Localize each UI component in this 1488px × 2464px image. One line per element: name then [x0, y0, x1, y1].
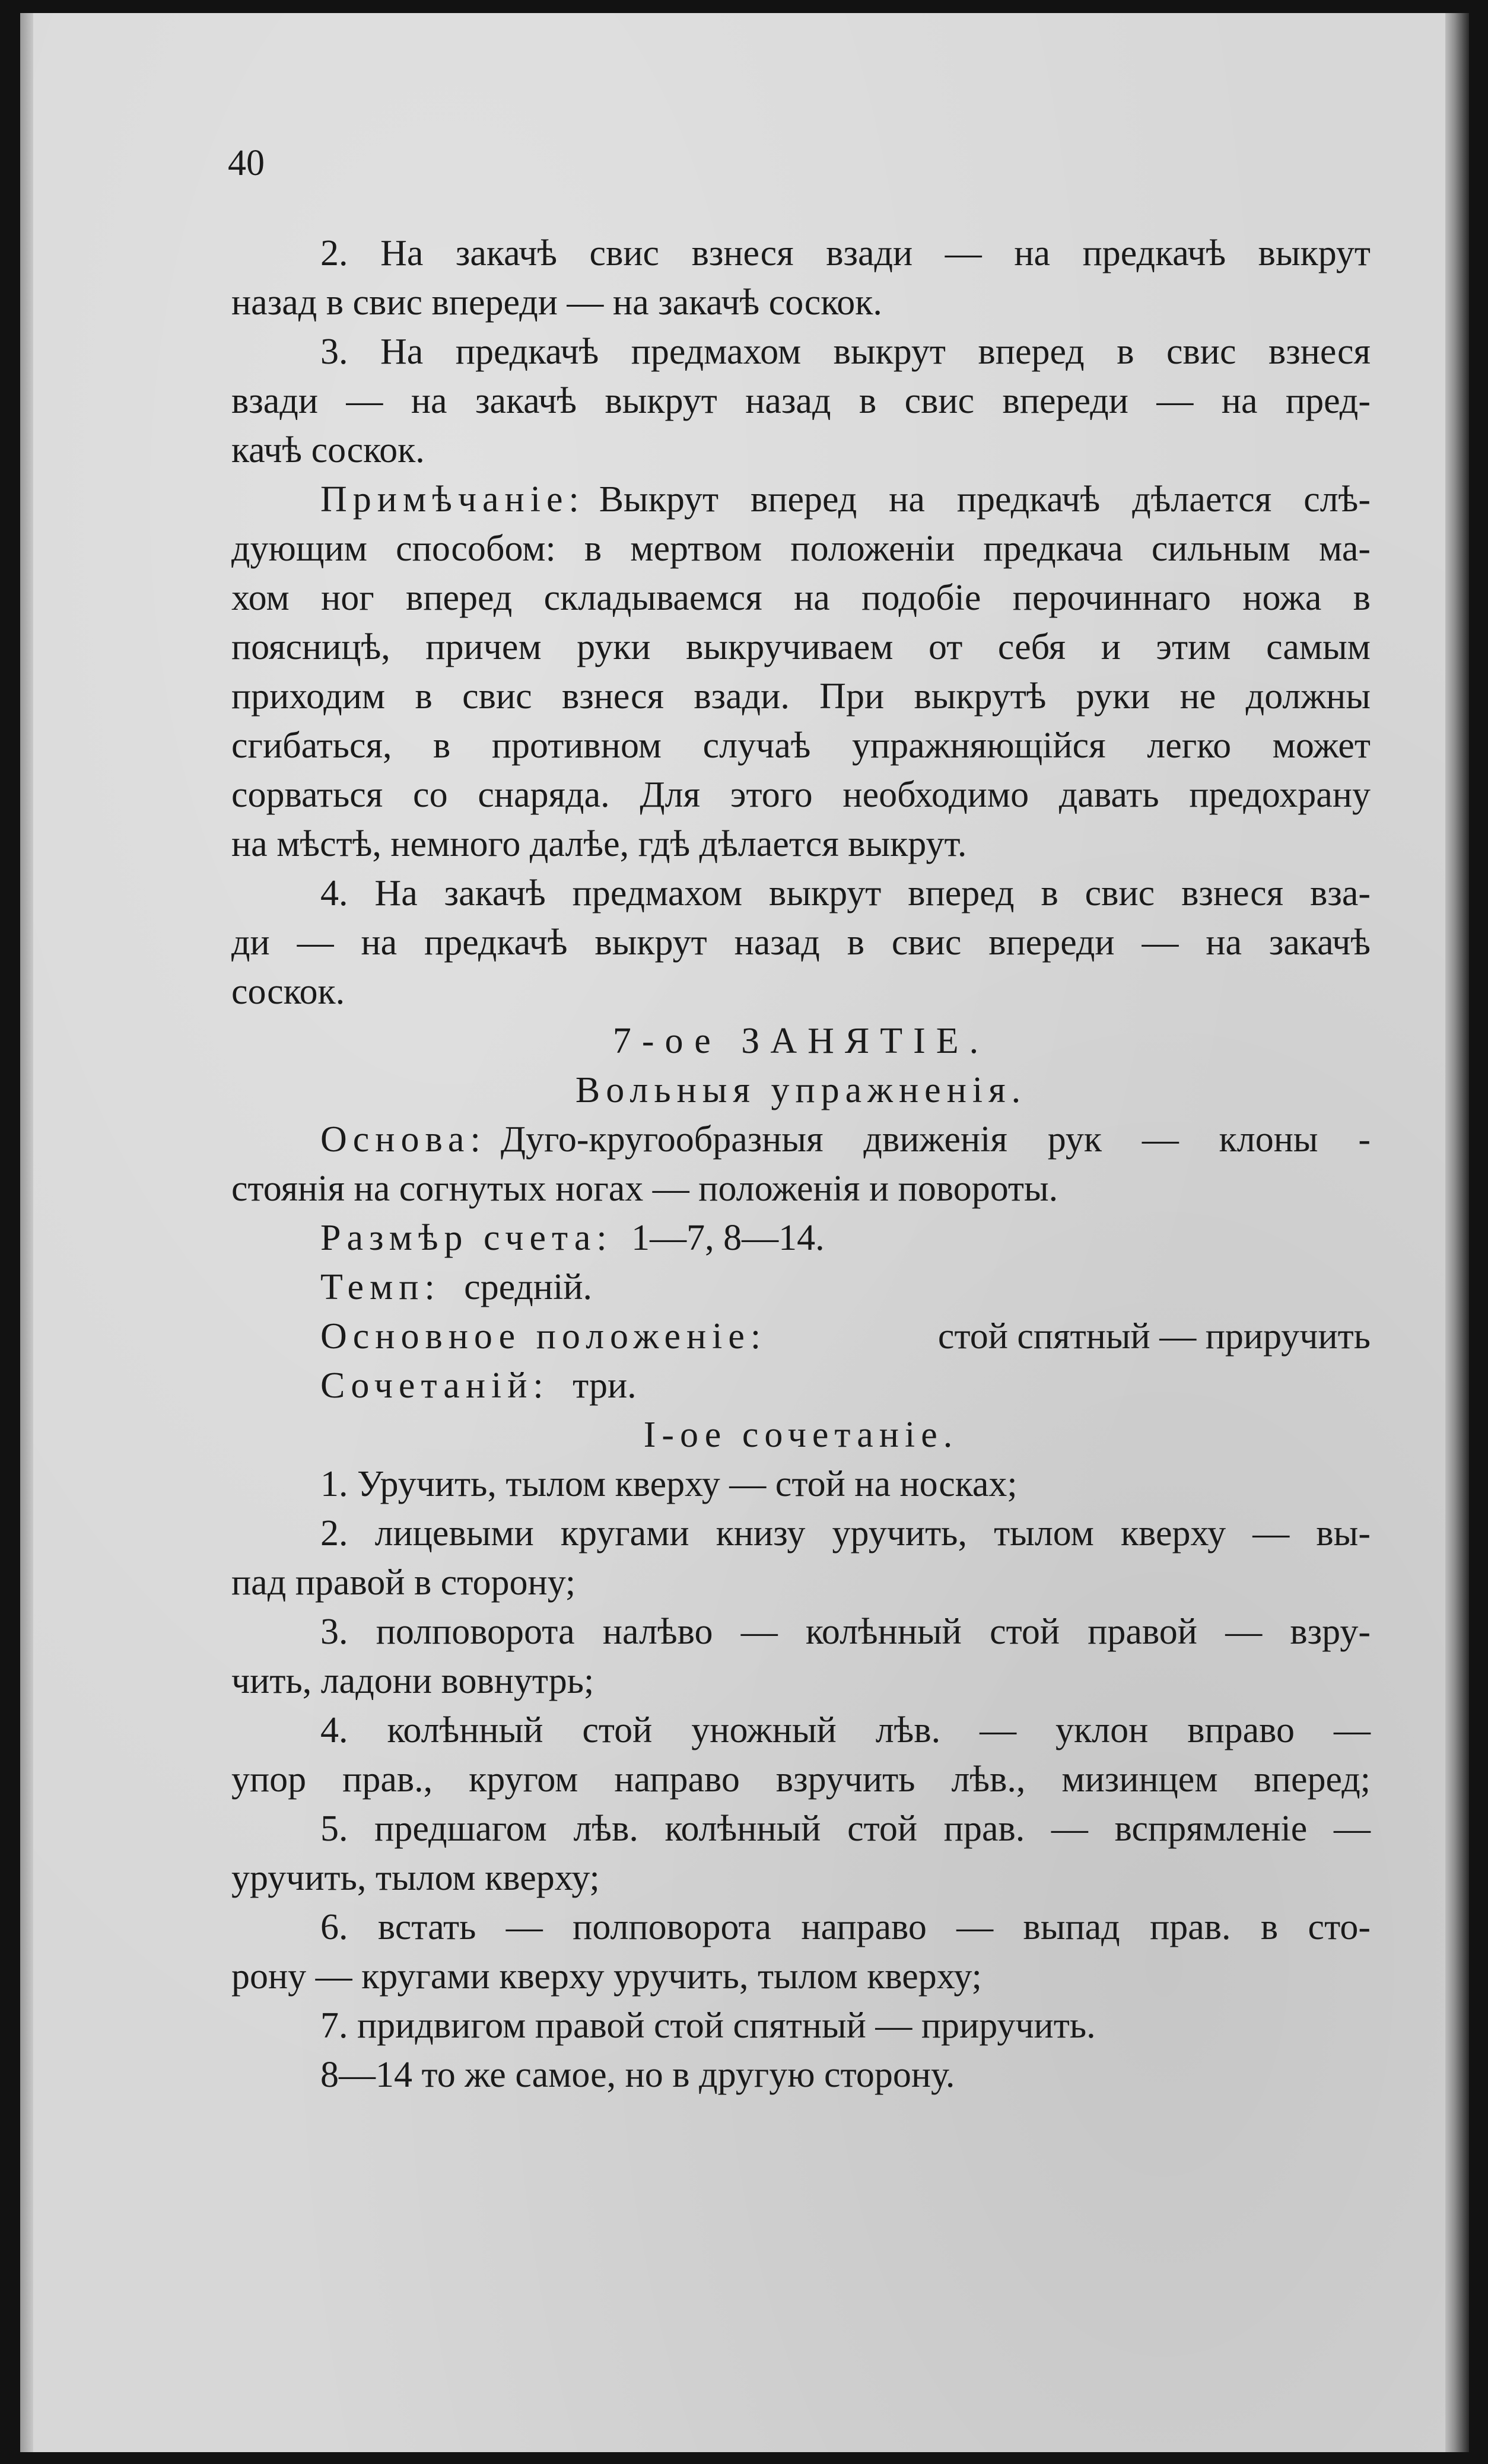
text-line: упор прав., кругом направо взручить лѣв., мизинцем вперед; [231, 1759, 1371, 1800]
text-line: пад правой в сторону; [231, 1562, 576, 1603]
text-line: дующим способом: в мертвом положеніи предкача сильным ма- [231, 529, 1371, 569]
text-line: на мѣстѣ, немного далѣе, гдѣ дѣлается выкрут. [231, 824, 967, 864]
text-line: ди — на предкачѣ выкрут назад в свис впереди — на закачѣ [231, 922, 1371, 963]
text-line: 3. На предкачѣ предмахом выкрут вперед в свис взнеся [320, 332, 1371, 372]
lesson-subtitle: Вольныя упражненія. [575, 1070, 1027, 1110]
text-line: стоянія на согнутых ногах — положенія и повороты. [231, 1169, 1058, 1209]
text-line: хом ног вперед складываемся на подобіе перочиннаго ножа в [231, 578, 1371, 618]
text-line: соскок. [231, 972, 345, 1012]
combinations-value: три. [573, 1365, 637, 1406]
text-line: 7. придвигом правой стой спятный — приручить. [320, 2005, 1096, 2046]
count-label: Размѣр счета: [320, 1218, 613, 1258]
text-line: 5. предшагом лѣв. колѣнный стой прав. — вспрямленіе — [320, 1809, 1371, 1849]
count-value: 1—7, 8—14. [631, 1218, 825, 1258]
page-number: 40 [228, 143, 265, 183]
note-line [231, 475, 1371, 524]
lesson-title: 7-ое ЗАНЯТІЕ. [612, 1021, 990, 1061]
text-line: 1. Уручить, тылом кверху — стой на носках; [320, 1464, 1018, 1504]
tempo-label: Темп: [320, 1267, 441, 1307]
page-left-edge [20, 13, 33, 2452]
text-line: 2. На закачѣ свис взнеся взади — на предкачѣ выкрут [320, 233, 1371, 273]
text-line: 2. лицевыми кругами книзу уручить, тылом кверху — вы- [320, 1513, 1371, 1553]
note-text: Выкрут вперед на предкачѣ дѣлается слѣ- [599, 479, 1371, 520]
position-line [231, 1311, 1371, 1361]
combinations-line [231, 1361, 1371, 1411]
tempo-line [231, 1262, 1371, 1312]
text-line: приходим в свис взнеся взади. При выкрутѣ руки не должны [231, 676, 1371, 717]
text-line: поясницѣ, причем руки выкручиваем от себя и этим самым [231, 627, 1371, 667]
combinations-label: Сочетаній: [320, 1365, 549, 1406]
text-line: 3. полповорота налѣво — колѣнный стой правой — взру- [320, 1612, 1371, 1652]
text-line: 4. На закачѣ предмахом выкрут вперед в свис взнеся вза- [320, 873, 1371, 913]
text-line: уручить, тылом кверху; [231, 1858, 600, 1898]
position-value: стой спятный — приручить [937, 1316, 1371, 1357]
text-line: назад в свис впереди — на закачѣ соскок. [231, 282, 882, 323]
text-line: 4. колѣнный стой уножный лѣв. — уклон вправо — [320, 1710, 1371, 1750]
basis-text: Дуго-кругообразныя движенія рук — клоны - [500, 1119, 1371, 1160]
basis-label: Основа: [320, 1119, 487, 1160]
text-line: рону — кругами кверху уручить, тылом кверху; [231, 1956, 982, 1997]
text-line: чить, ладони вовнутрь; [231, 1661, 594, 1701]
basis-line [231, 1115, 1371, 1164]
text-line: 8—14 то же самое, но в другую сторону. [320, 2055, 955, 2095]
text-line: взади — на закачѣ выкрут назад в свис впереди — на пред- [231, 381, 1371, 421]
text-line: качѣ соскок. [231, 430, 425, 470]
text-line: сгибаться, в противном случаѣ упражняющійся легко может [231, 725, 1371, 766]
count-line [231, 1213, 1371, 1263]
tempo-value: средній. [464, 1267, 593, 1307]
note-label: Примѣчаніе: [320, 479, 585, 520]
text-line: сорваться со снаряда. Для этого необходимо давать предохрану [231, 775, 1371, 815]
position-label: Основное положеніе: [320, 1316, 767, 1357]
combination-title: I-ое сочетаніе. [643, 1415, 959, 1455]
text-line: 6. встать — полповорота направо — выпад прав. в сто- [320, 1907, 1371, 1947]
page-right-edge [1445, 13, 1469, 2452]
